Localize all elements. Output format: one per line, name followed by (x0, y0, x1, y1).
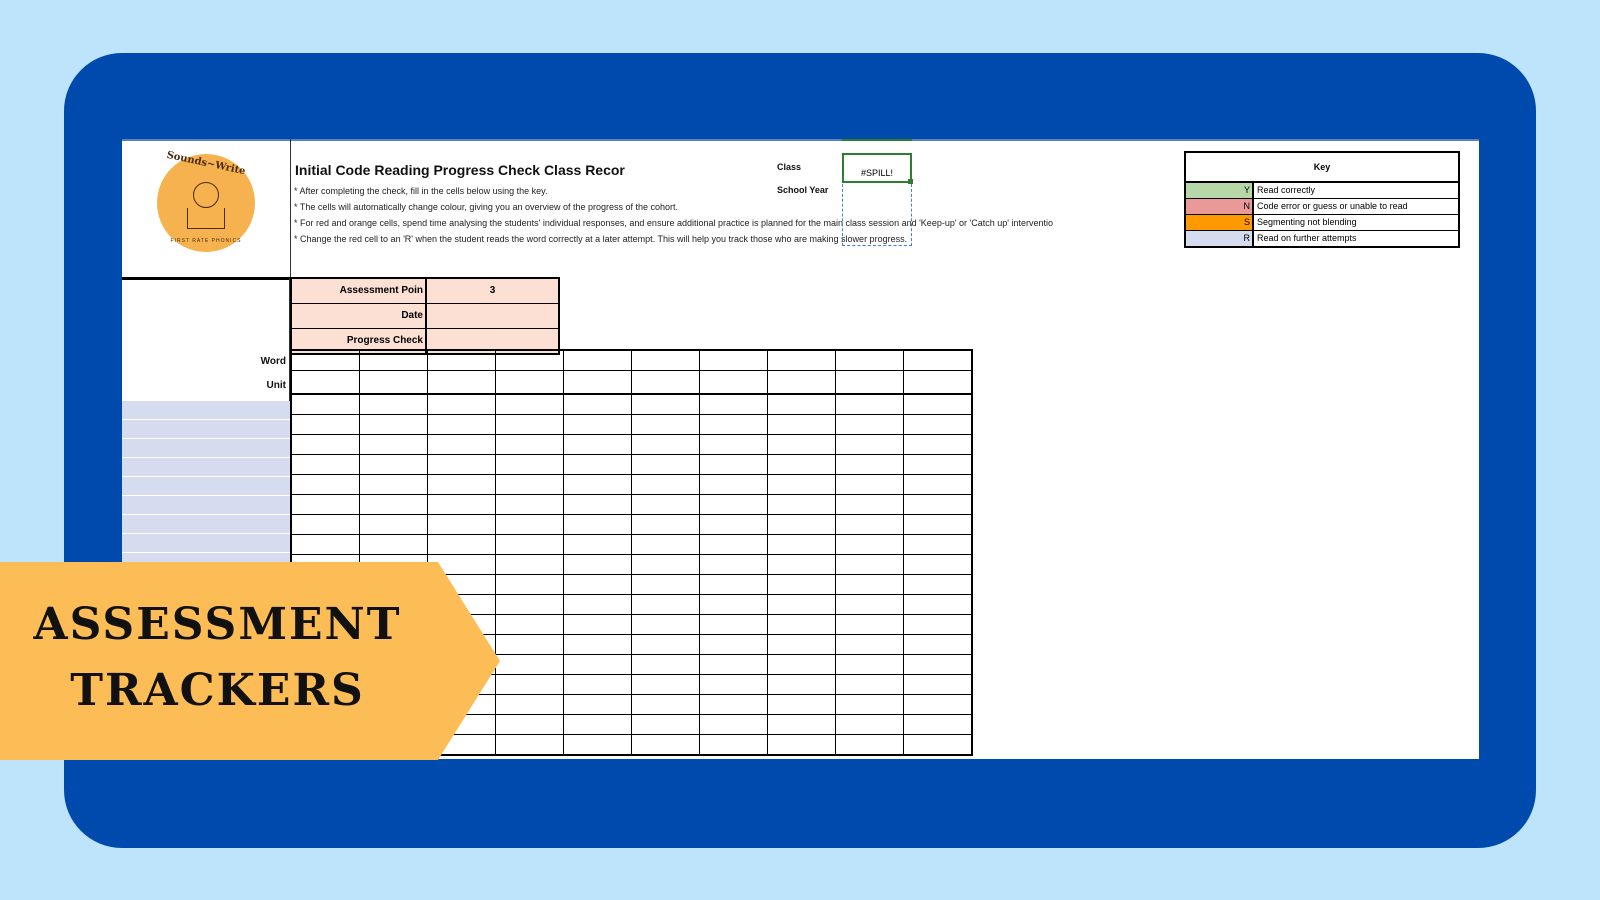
result-cell[interactable] (496, 675, 564, 695)
result-cell[interactable] (564, 394, 632, 415)
sheet-top-border (122, 139, 1479, 141)
result-cell[interactable] (632, 495, 700, 515)
result-cell[interactable] (632, 675, 700, 695)
result-cell[interactable] (632, 595, 700, 615)
unit-cell[interactable] (632, 371, 700, 395)
logo-tagline: FIRST RATE PHONICS (170, 238, 242, 244)
key-desc: Read on further attempts (1257, 233, 1357, 243)
result-cell[interactable] (632, 655, 700, 675)
result-cell[interactable] (768, 415, 836, 435)
result-cell[interactable] (768, 555, 836, 575)
result-cell[interactable] (496, 735, 564, 756)
column-divider (290, 139, 291, 279)
result-cell[interactable] (496, 415, 564, 435)
word-cell[interactable] (360, 350, 428, 371)
result-cell[interactable] (700, 535, 768, 555)
logo-face-icon (193, 182, 219, 208)
result-cell[interactable] (291, 535, 360, 555)
result-cell[interactable] (564, 555, 632, 575)
result-cell[interactable] (836, 475, 904, 495)
result-cell[interactable] (768, 435, 836, 455)
result-cell[interactable] (904, 495, 973, 515)
result-cell[interactable] (904, 715, 973, 735)
result-cell[interactable] (632, 555, 700, 575)
result-cell[interactable] (700, 655, 768, 675)
class-label: Class (777, 162, 802, 172)
table-row (291, 394, 972, 415)
result-cell[interactable] (904, 695, 973, 715)
class-value: #SPILL! (860, 168, 894, 178)
result-cell[interactable] (291, 495, 360, 515)
instruction-line: * Change the red cell to an 'R' when the student reads the word correctly at a later attempt. This will help you track those who are making slower progress. (294, 234, 908, 244)
result-cell[interactable] (632, 735, 700, 756)
grid-header-row (291, 350, 972, 371)
assessment-point-value[interactable]: 3 (427, 279, 558, 303)
unit-cell[interactable] (360, 371, 428, 395)
result-cell[interactable] (700, 495, 768, 515)
result-cell[interactable] (768, 515, 836, 535)
result-cell[interactable] (291, 515, 360, 535)
result-cell[interactable] (360, 455, 428, 475)
result-cell[interactable] (836, 615, 904, 635)
result-cell[interactable] (700, 415, 768, 435)
word-cell[interactable] (564, 350, 632, 371)
result-cell[interactable] (836, 555, 904, 575)
result-cell[interactable] (564, 475, 632, 495)
assessment-row (292, 279, 558, 304)
result-cell[interactable] (496, 575, 564, 595)
result-cell[interactable] (564, 455, 632, 475)
result-cell[interactable] (768, 455, 836, 475)
result-cell[interactable] (360, 515, 428, 535)
key-row (1186, 183, 1458, 199)
key-desc: Code error or guess or unable to read (1257, 201, 1408, 211)
table-row (291, 415, 972, 435)
result-cell[interactable] (496, 495, 564, 515)
result-cell[interactable] (904, 635, 973, 655)
result-cell[interactable] (836, 394, 904, 415)
result-cell[interactable] (700, 435, 768, 455)
result-cell[interactable] (564, 675, 632, 695)
banner-line-2: TRACKERS (70, 665, 365, 716)
result-cell[interactable] (768, 575, 836, 595)
result-cell[interactable] (700, 635, 768, 655)
result-cell[interactable] (291, 435, 360, 455)
key-table (1184, 151, 1460, 248)
key-desc: Segmenting not blending (1257, 217, 1357, 227)
sheet-title: Initial Code Reading Progress Check Class Recor (295, 162, 625, 178)
student-name-cell[interactable] (122, 458, 290, 477)
logo-name: Sounds~Write (165, 149, 247, 178)
result-cell[interactable] (360, 475, 428, 495)
result-cell[interactable] (768, 595, 836, 615)
result-cell[interactable] (904, 455, 973, 475)
result-cell[interactable] (496, 715, 564, 735)
logo-book-icon (187, 208, 225, 229)
key-code: Y (1186, 183, 1254, 198)
unit-cell[interactable] (904, 371, 973, 395)
result-cell[interactable] (904, 394, 973, 415)
word-cell[interactable] (496, 350, 564, 371)
result-cell[interactable] (496, 555, 564, 575)
result-cell[interactable] (632, 475, 700, 495)
result-cell[interactable] (904, 515, 973, 535)
school-year-label: School Year (777, 185, 829, 195)
banner-line-1: ASSESSMENT (33, 599, 402, 650)
result-cell[interactable] (904, 595, 973, 615)
student-name-cell[interactable] (122, 534, 290, 553)
word-cell[interactable] (632, 350, 700, 371)
result-cell[interactable] (360, 394, 428, 415)
student-name-cell[interactable] (122, 401, 290, 420)
result-cell[interactable] (836, 595, 904, 615)
result-cell[interactable] (904, 675, 973, 695)
result-cell[interactable] (836, 455, 904, 475)
result-cell[interactable] (632, 635, 700, 655)
result-cell[interactable] (428, 475, 496, 495)
result-cell[interactable] (836, 695, 904, 715)
result-cell[interactable] (496, 515, 564, 535)
result-cell[interactable] (564, 415, 632, 435)
instruction-line: * After completing the check, fill in the cells below using the key. (294, 186, 548, 196)
student-name-cell[interactable] (122, 515, 290, 534)
spill-range (842, 184, 912, 246)
unit-cell[interactable] (836, 371, 904, 395)
result-cell[interactable] (496, 595, 564, 615)
result-cell[interactable] (632, 715, 700, 735)
result-cell[interactable] (700, 675, 768, 695)
result-cell[interactable] (496, 635, 564, 655)
result-cell[interactable] (360, 415, 428, 435)
result-cell[interactable] (768, 535, 836, 555)
key-title: Key (1186, 153, 1458, 183)
word-cell[interactable] (291, 350, 360, 371)
result-cell[interactable] (632, 455, 700, 475)
student-name-cell[interactable] (122, 496, 290, 515)
result-cell[interactable] (768, 735, 836, 756)
result-cell[interactable] (768, 615, 836, 635)
result-cell[interactable] (496, 655, 564, 675)
date-label: Date (292, 304, 427, 328)
result-cell[interactable] (564, 695, 632, 715)
key-row (1186, 199, 1458, 215)
result-cell[interactable] (632, 394, 700, 415)
result-cell[interactable] (904, 615, 973, 635)
table-row (291, 475, 972, 495)
unit-cell[interactable] (428, 371, 496, 395)
result-cell[interactable] (700, 715, 768, 735)
word-cell[interactable] (428, 350, 496, 371)
result-cell[interactable] (836, 735, 904, 756)
result-cell[interactable] (700, 515, 768, 535)
result-cell[interactable] (428, 435, 496, 455)
result-cell[interactable] (904, 475, 973, 495)
result-cell[interactable] (291, 455, 360, 475)
result-cell[interactable] (904, 735, 973, 756)
result-cell[interactable] (768, 635, 836, 655)
unit-cell[interactable] (496, 371, 564, 395)
result-cell[interactable] (632, 615, 700, 635)
result-cell[interactable] (632, 435, 700, 455)
word-cell[interactable] (700, 350, 768, 371)
result-cell[interactable] (904, 575, 973, 595)
progress-check-label: Progress Check (292, 329, 427, 353)
result-cell[interactable] (904, 435, 973, 455)
result-cell[interactable] (564, 635, 632, 655)
result-cell[interactable] (564, 655, 632, 675)
result-cell[interactable] (836, 415, 904, 435)
result-cell[interactable] (632, 575, 700, 595)
key-row (1186, 231, 1458, 246)
class-cell[interactable] (842, 153, 912, 183)
assessment-point-label: Assessment Poin (292, 279, 427, 303)
unit-cell[interactable] (564, 371, 632, 395)
result-cell[interactable] (836, 635, 904, 655)
result-cell[interactable] (904, 655, 973, 675)
result-cell[interactable] (291, 394, 360, 415)
word-cell[interactable] (904, 350, 973, 371)
grid-header-row (291, 371, 972, 395)
result-cell[interactable] (564, 595, 632, 615)
unit-cell[interactable] (700, 371, 768, 395)
result-cell[interactable] (564, 435, 632, 455)
result-cell[interactable] (836, 495, 904, 515)
result-cell[interactable] (428, 455, 496, 475)
instruction-line: * For red and orange cells, spend time analysing the students' individual responses, and ensure additional practice is planned for the main class session and 'Keep-up' or 'Catch up' interventio (294, 218, 1054, 228)
banner-title (0, 592, 435, 724)
table-row (291, 535, 972, 555)
result-cell[interactable] (291, 415, 360, 435)
student-name-cell[interactable] (122, 439, 290, 458)
result-cell[interactable] (428, 535, 496, 555)
table-row (291, 515, 972, 535)
key-row (1186, 215, 1458, 231)
assessment-row (292, 304, 558, 329)
result-cell[interactable] (836, 675, 904, 695)
result-cell[interactable] (768, 655, 836, 675)
result-cell[interactable] (904, 555, 973, 575)
result-cell[interactable] (700, 735, 768, 756)
result-cell[interactable] (836, 515, 904, 535)
result-cell[interactable] (496, 455, 564, 475)
result-cell[interactable] (700, 615, 768, 635)
key-code: S (1186, 215, 1254, 230)
result-cell[interactable] (836, 535, 904, 555)
result-cell[interactable] (904, 415, 973, 435)
table-row (291, 495, 972, 515)
sounds-write-logo (157, 149, 255, 252)
result-cell[interactable] (632, 535, 700, 555)
key-code: N (1186, 199, 1254, 214)
word-cell[interactable] (768, 350, 836, 371)
result-cell[interactable] (496, 435, 564, 455)
result-cell[interactable] (768, 695, 836, 715)
result-cell[interactable] (428, 495, 496, 515)
table-row (291, 455, 972, 475)
result-cell[interactable] (428, 515, 496, 535)
assessment-info-table (290, 277, 560, 355)
result-cell[interactable] (564, 615, 632, 635)
result-cell[interactable] (564, 515, 632, 535)
result-cell[interactable] (700, 555, 768, 575)
unit-cell[interactable] (291, 371, 360, 395)
result-cell[interactable] (768, 394, 836, 415)
student-name-cell[interactable] (122, 477, 290, 496)
result-cell[interactable] (632, 695, 700, 715)
result-cell[interactable] (632, 415, 700, 435)
result-cell[interactable] (768, 715, 836, 735)
result-cell[interactable] (360, 495, 428, 515)
result-cell[interactable] (700, 475, 768, 495)
result-cell[interactable] (564, 575, 632, 595)
result-cell[interactable] (496, 695, 564, 715)
date-value[interactable] (427, 304, 558, 328)
result-cell[interactable] (700, 394, 768, 415)
result-cell[interactable] (836, 715, 904, 735)
result-cell[interactable] (564, 715, 632, 735)
word-cell[interactable] (836, 350, 904, 371)
student-name-cell[interactable] (122, 420, 290, 439)
result-cell[interactable] (291, 475, 360, 495)
result-cell[interactable] (428, 415, 496, 435)
result-cell[interactable] (700, 575, 768, 595)
result-cell[interactable] (496, 615, 564, 635)
table-row (291, 435, 972, 455)
result-cell[interactable] (428, 394, 496, 415)
result-cell[interactable] (768, 495, 836, 515)
unit-label: Unit (266, 380, 286, 391)
result-cell[interactable] (700, 595, 768, 615)
instruction-line: * The cells will automatically change colour, giving you an overview of the progress of the cohort. (294, 202, 679, 212)
result-cell[interactable] (700, 695, 768, 715)
result-cell[interactable] (768, 675, 836, 695)
result-cell[interactable] (768, 475, 836, 495)
result-cell[interactable] (700, 455, 768, 475)
result-cell[interactable] (496, 475, 564, 495)
result-cell[interactable] (496, 535, 564, 555)
cell-top-marker (842, 139, 912, 141)
result-cell[interactable] (360, 535, 428, 555)
key-desc: Read correctly (1257, 185, 1316, 195)
result-cell[interactable] (904, 535, 973, 555)
result-cell[interactable] (836, 575, 904, 595)
result-cell[interactable] (360, 435, 428, 455)
result-cell[interactable] (564, 495, 632, 515)
result-cell[interactable] (564, 535, 632, 555)
result-cell[interactable] (496, 394, 564, 415)
unit-cell[interactable] (768, 371, 836, 395)
result-cell[interactable] (632, 515, 700, 535)
result-cell[interactable] (836, 655, 904, 675)
key-code: R (1186, 231, 1254, 246)
word-label: Word (260, 356, 286, 367)
result-cell[interactable] (564, 735, 632, 756)
result-cell[interactable] (836, 435, 904, 455)
